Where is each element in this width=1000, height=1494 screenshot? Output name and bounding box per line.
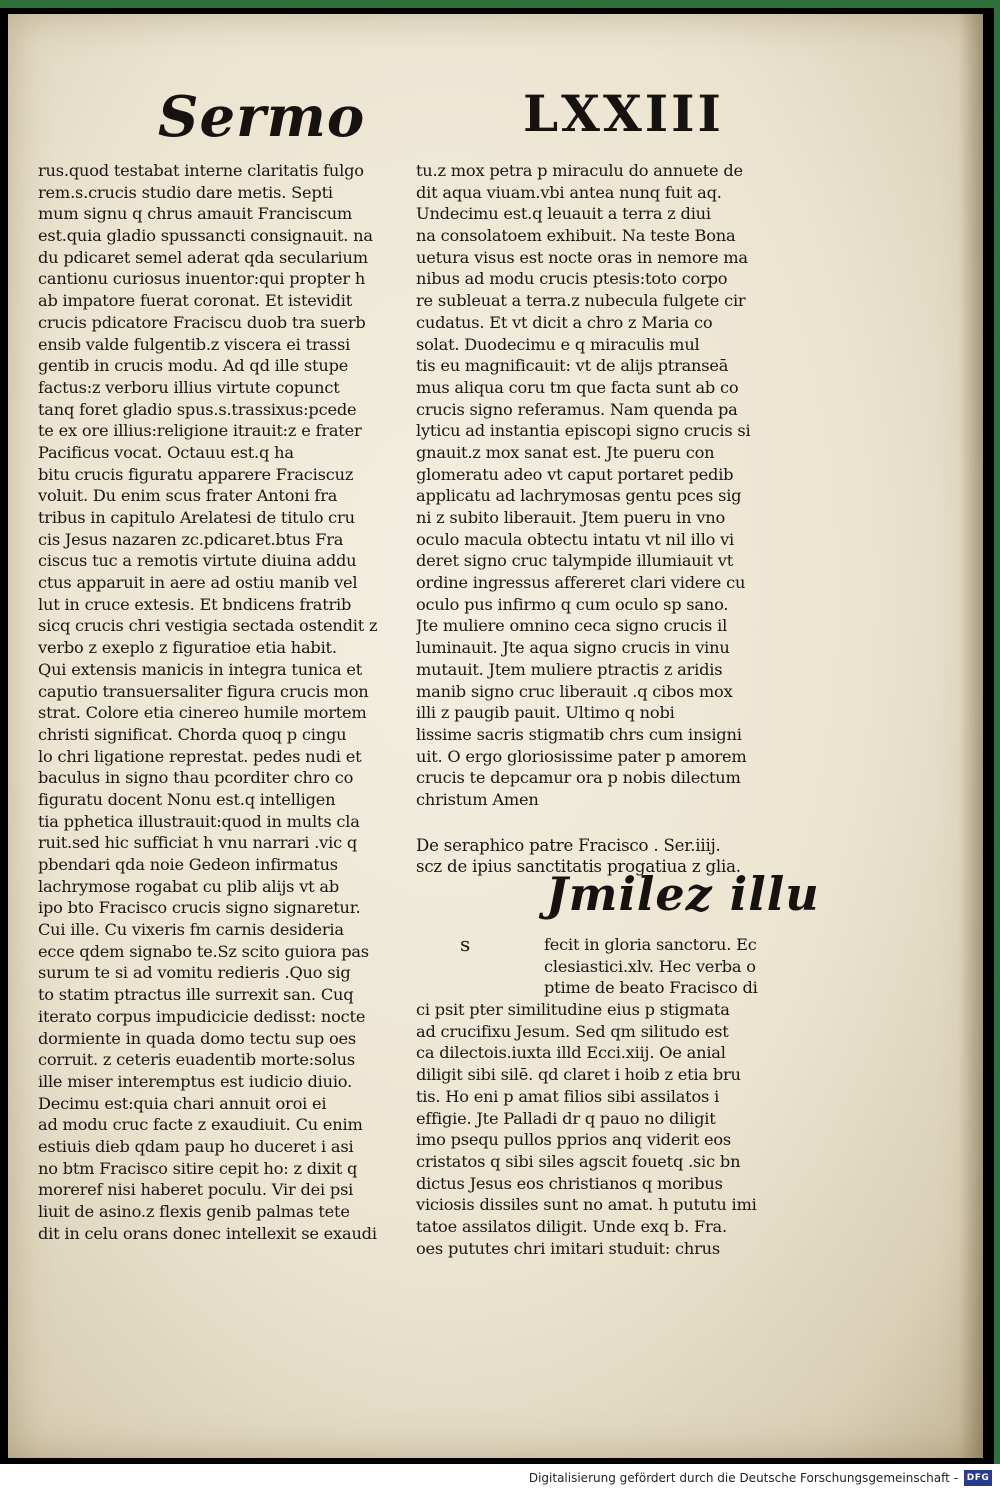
dfg-logo: DFG	[964, 1470, 992, 1486]
right-text-column	[416, 160, 820, 1259]
text-line: lut in cruce extesis. Et bndicens fratrib	[38, 594, 352, 614]
text-line: viciosis dissiles sunt no amat. h pututu imi	[416, 1195, 757, 1215]
text-line: to statim ptractus ille surrexit san. Cuq	[38, 985, 354, 1005]
text-line: moreref nisi haberet poculu. Vir dei psi	[38, 1180, 354, 1200]
text-line: ille miser interemptus est iudicio diuio.	[38, 1071, 353, 1091]
scan-calibration-strip-top	[0, 0, 1000, 8]
text-line: tu.z mox petra p miraculu do annuete de	[416, 161, 743, 180]
text-line: cudatus. Et vt dicit a chro z Maria co	[416, 312, 713, 332]
text-line: gentib in crucis modu. Ad qd ille stupe	[38, 356, 349, 376]
text-line: oculo macula obtectu intatu vt nil illo vi	[416, 529, 735, 549]
text-line: cristatos q sibi siles agscit fouetq .sic bn	[416, 1151, 741, 1171]
text-line: Pacificus vocat. Octauu est.q ha	[38, 442, 294, 462]
text-line: nibus ad modu crucis ptesis:toto corpo	[416, 269, 728, 289]
text-line: re subleuat a terra.z nubecula fulgete cir	[416, 291, 746, 311]
left-text-column	[38, 160, 408, 1244]
text-line: caputio transuersaliter figura crucis mon	[38, 681, 369, 701]
text-line: dit aqua viuam.vbi antea nunq fuit aq.	[416, 182, 722, 202]
text-line: ensib valde fulgentib.z viscera ei trassi	[38, 334, 351, 354]
text-line: applicatu ad lachrymosas gentu pces sig	[416, 486, 742, 506]
text-line: ctus apparuit in aere ad ostiu manib vel	[38, 573, 358, 593]
text-line: tia pphetica illustrauit:quod in mults cla	[38, 811, 360, 831]
text-line: Decimu est:quia chari annuit oroi ei	[38, 1093, 327, 1113]
text-line: imo psequ pullos pprios anq viderit eos	[416, 1130, 732, 1150]
text-line: bitu crucis figuratu apparere Fraciscuz	[38, 464, 354, 484]
text-line: mutauit. Jtem muliere ptractis z aridis	[416, 659, 723, 679]
text-line: oes pututes chri imitari studuit: chrus	[416, 1238, 720, 1258]
text-line: baculus in signo thau pcorditer chro co	[38, 768, 354, 788]
text-line: ecce qdem signabo te.Sz scito guiora pas	[38, 941, 369, 961]
footer-bar	[0, 1464, 1000, 1494]
text-line: ordine ingressus affereret clari videre cu	[416, 573, 746, 593]
text-line: ruit.sed hic sufficiat h vnu narrari .vic q	[38, 833, 358, 853]
text-line: rus.quod testabat interne claritatis fulgo	[38, 161, 364, 180]
text-line: tis. Ho eni p amat filios sibi assilatos i	[416, 1086, 720, 1106]
text-line: rem.s.crucis studio dare metis. Septi	[38, 182, 333, 202]
text-line: ciscus tuc a remotis virtute diuina addu	[38, 551, 357, 571]
text-line: uetura visus est nocte oras in nemore ma	[416, 247, 748, 267]
text-line: fecit in gloria sanctoru. Ec	[544, 935, 757, 954]
book-page	[8, 14, 983, 1458]
text-line: solat. Duodecimu e q miraculis mul	[416, 334, 700, 354]
text-line: du pdicaret semel aderat qda secularium	[38, 247, 368, 267]
text-line: glomeratu adeo vt caput portaret pedib	[416, 464, 734, 484]
text-line: factus:z verboru illius virtute copunct	[38, 377, 340, 397]
text-line: ab impatore fuerat coronat. Et istevidit	[38, 291, 353, 311]
text-line: pbendari qda noie Gedeon infirmatus	[38, 855, 338, 874]
text-line: Jte muliere omnino ceca signo crucis il	[416, 616, 728, 636]
text-line: christi significat. Chorda quoq p cingu	[38, 724, 347, 744]
text-line: lachrymose rogabat cu plib alijs vt ab	[38, 876, 340, 896]
text-line: ad modu cruc facte z exaudiuit. Cu enim	[38, 1115, 363, 1135]
text-line: no btm Fracisco sitire cepit ho: z dixit q	[38, 1158, 358, 1178]
text-line: clesiastici.xlv. Hec verba o	[544, 956, 756, 976]
text-line: mus aliqua coru tm que facta sunt ab co	[416, 377, 739, 397]
text-line: iterato corpus impudicicie dedisst: nocte	[38, 1006, 366, 1026]
text-line: crucis pdicatore Fraciscu duob tra suerb	[38, 312, 366, 332]
text-line: lo chri ligatione represtat. pedes nudi et	[38, 746, 362, 766]
text-line: ptime de beato Fracisco di	[544, 978, 758, 998]
text-line: cantionu curiosus inuentor:qui propter h	[38, 269, 366, 289]
text-line: dormiente in quada domo tectu sup oes	[38, 1028, 357, 1048]
guide-letter: s	[460, 932, 471, 956]
text-line: lyticu ad instantia episcopi signo crucis si	[416, 421, 751, 441]
text-line: tanq foret gladio spus.s.trassixus:pcede	[38, 399, 357, 419]
indented-block	[416, 934, 778, 999]
right-column-top-block	[416, 160, 778, 811]
text-line: luminauit. Jte aqua signo crucis in vinu	[416, 638, 730, 658]
scan-calibration-strip-right	[994, 0, 1000, 1464]
heading-line: De seraphico patre Fracisco . Ser.iiij.	[416, 835, 721, 855]
text-line: ni z subito liberauit. Jtem pueru in vno	[416, 508, 725, 527]
section-gap	[416, 811, 778, 835]
text-line: est.quia gladio spussancti consignauit. na	[38, 226, 373, 246]
text-line: tatoe assilatos diligit. Unde exq b. Fra.	[416, 1216, 727, 1236]
text-line: Cui ille. Cu vixeris fm carnis desideria	[38, 920, 344, 940]
text-line: na consolatoem exhibuit. Na teste Bona	[416, 226, 736, 246]
text-line: Qui extensis manicis in integra tunica et	[38, 659, 363, 679]
text-line: mum signu q chrus amauit Franciscum	[38, 204, 353, 224]
text-line: tis eu magnificauit: vt de alijs ptranseā	[416, 356, 729, 376]
text-line: verbo z exeplo z figuratioe etia habit.	[38, 638, 337, 658]
text-line: effigie. Jte Palladi dr q pauo no diligit	[416, 1108, 716, 1128]
text-line: dit in celu orans donec intellexit se exaudi	[38, 1223, 377, 1243]
text-line: lissime sacris stigmatib chrs cum insigni	[416, 724, 742, 744]
text-line: ci psit pter similitudine eius p stigmata	[416, 1000, 730, 1020]
text-line: gnauit.z mox sanat est. Jte pueru con	[416, 442, 715, 462]
text-line: cis Jesus nazaren zc.pdicaret.btus Fra	[38, 529, 344, 549]
text-line: uit. O ergo gloriosissime pater p amorem	[416, 746, 747, 766]
text-line: crucis te depcamur ora p nobis dilectum	[416, 768, 741, 788]
text-line: tribus in capitulo Arelatesi de titulo cru	[38, 508, 355, 527]
text-line: ca dilectois.iuxta illd Ecci.xiij. Oe anial	[416, 1043, 726, 1063]
text-line: ad crucifixu Jesum. Sed qm silitudo est	[416, 1021, 729, 1041]
running-head-left: Sermo	[158, 84, 366, 150]
text-line: manib signo cruc liberauit .q cibos mox	[416, 681, 733, 701]
text-line: sicq crucis chri vestigia sectada ostendit z	[38, 616, 378, 636]
text-line: liuit de asino.z flexis genib palmas tete	[38, 1202, 350, 1221]
right-column-indented-lines	[416, 934, 778, 999]
text-line: voluit. Du enim scus frater Antoni fra	[38, 486, 338, 506]
text-line: surum te si ad vomitu redieris .Quo sig	[38, 963, 351, 983]
text-line: illi z paugib pauit. Ultimo q nobi	[416, 703, 675, 723]
text-line: deret signo cruc talympide illumiauit vt	[416, 551, 734, 571]
running-head-folio: LXXIII	[523, 84, 724, 143]
incipit-initial-line: Jmilez illu	[546, 867, 820, 921]
text-line: figuratu docent Nonu est.q intelligen	[38, 789, 336, 809]
page-edge-shadow	[959, 14, 983, 1458]
text-line: corruit. z ceteris euadentib morte:solus	[38, 1050, 356, 1070]
funding-credit: Digitalisierung gefördert durch die Deutsche Forschungsgemeinschaft -	[528, 1471, 958, 1485]
right-column-bottom-block	[416, 999, 778, 1259]
text-line: ipo bto Fracisco crucis signo signaretur.	[38, 898, 361, 918]
text-line: diligit sibi silē. qd claret i hoib z etia bru	[416, 1065, 741, 1085]
text-line: strat. Colore etia cinereo humile mortem	[38, 703, 367, 723]
text-line: te ex ore illius:religione itrauit:z e frater	[38, 421, 362, 441]
text-line: estiuis dieb qdam paup ho duceret i asi	[38, 1136, 354, 1156]
text-line: Undecimu est.q leuauit a terra z diui	[416, 204, 711, 224]
text-line: dictus Jesus eos christianos q moribus	[416, 1173, 723, 1193]
text-line: christum Amen	[416, 789, 539, 809]
text-line: crucis signo referamus. Nam quenda pa	[416, 399, 738, 419]
text-line: oculo pus infirmo q cum oculo sp sano.	[416, 594, 729, 614]
heading-line: scz de ipius sanctitatis progatiua z glia.	[416, 857, 741, 877]
